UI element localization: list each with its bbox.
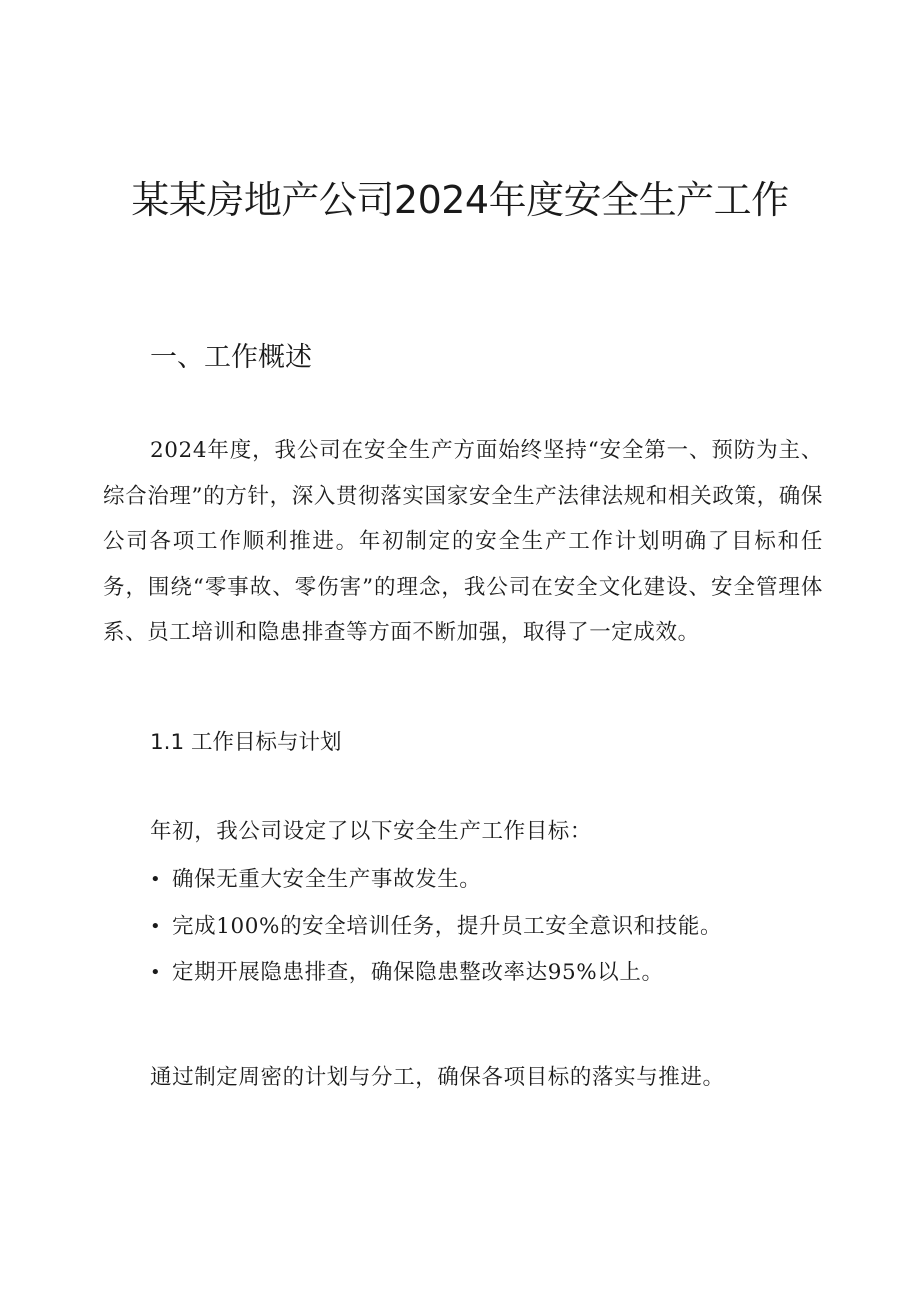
bullet-icon: • [150,962,162,983]
goals-lead-text: 年初，我公司设定了以下安全生产工作目标： [150,819,593,844]
goals-list [150,862,722,1002]
goal-text: 完成100%的安全培训任务，提升员工安全意识和技能。 [172,913,723,939]
document-title: 某某房地产公司2024年度安全生产工作 [131,178,789,222]
goal-text: 定期开展隐患排查，确保隐患整改率达95%以上。 [172,960,664,985]
overview-paragraph: 2024年度，我公司在安全生产方面始终坚持“安全第一、预防为主、综合治理”的方针，深入贯彻落实国家安全生产法律法规和相关政策，确保公司各项工作顺利推进。年初制定的安全生产工作计划明确了目标和任务，围绕“零事故、零伤害”的理念，我公司在安全文化建设、安全管理体系、员工培训和隐患排查等方面不断加强，取得了一定成效。 [103,438,823,646]
list-item [150,909,722,956]
section-heading-overview: 一、工作概述 [150,342,312,373]
bullet-icon: • [150,869,162,890]
goal-text: 确保无重大安全生产事故发生。 [172,867,482,892]
closing-paragraph: 通过制定周密的计划与分工，确保各项目标的落实与推进。 [150,1065,725,1090]
bullet-icon: • [150,915,162,937]
list-item [150,862,722,909]
subsection-heading-goals: 1.1 工作目标与计划 [150,730,342,755]
list-item [150,955,722,1002]
